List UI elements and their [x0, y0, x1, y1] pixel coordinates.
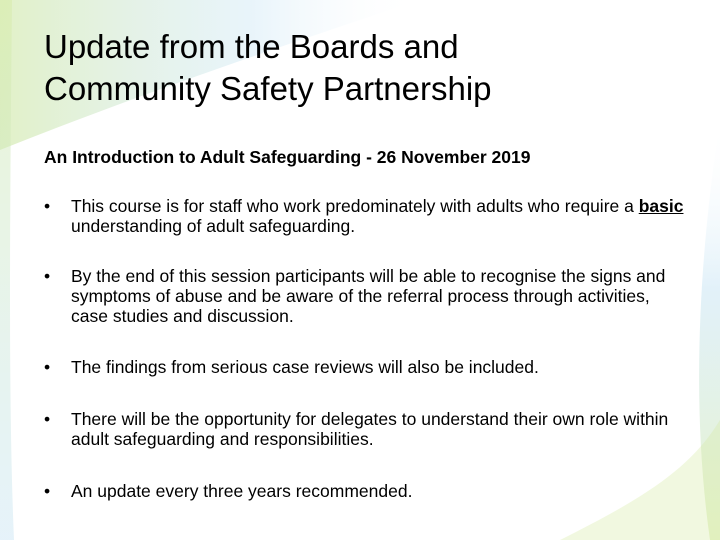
bullet-item [44, 481, 684, 501]
bullet-dot-icon: • [44, 266, 51, 286]
title-line-1: Update from the Boards and [44, 28, 459, 65]
bullet-dot-icon: • [44, 357, 51, 377]
bullet-dot-icon: • [44, 481, 51, 501]
bullet-text: By the end of this session participants will be able to recognise the signs and symptoms of abuse and be aware of the referral process through activities, case studies and discussion. [71, 266, 666, 326]
emphasis-basic: basic [638, 196, 684, 216]
bullet-text: The findings from serious case reviews will also be included. [71, 357, 539, 377]
bullet-list [44, 196, 684, 501]
bullet-item [44, 409, 684, 449]
bullet-dot-icon: • [44, 196, 51, 216]
slide-subtitle: An Introduction to Adult Safeguarding - 26 November 2019 [44, 147, 531, 167]
slide-title [44, 26, 684, 110]
bullet-text: An update every three years recommended. [71, 481, 413, 501]
bullet-text: understanding of adult safeguarding. [71, 216, 356, 236]
bullet-item [44, 357, 684, 377]
bullet-text: This course is for staff who work predominately with adults who require a [71, 196, 639, 216]
bullet-item [44, 196, 684, 236]
bullet-item [44, 266, 684, 326]
title-line-2: Community Safety Partnership [44, 70, 492, 107]
bullet-text: There will be the opportunity for delegates to understand their own role within adult safeguarding and responsibilities. [71, 409, 669, 449]
bullet-dot-icon: • [44, 409, 51, 429]
